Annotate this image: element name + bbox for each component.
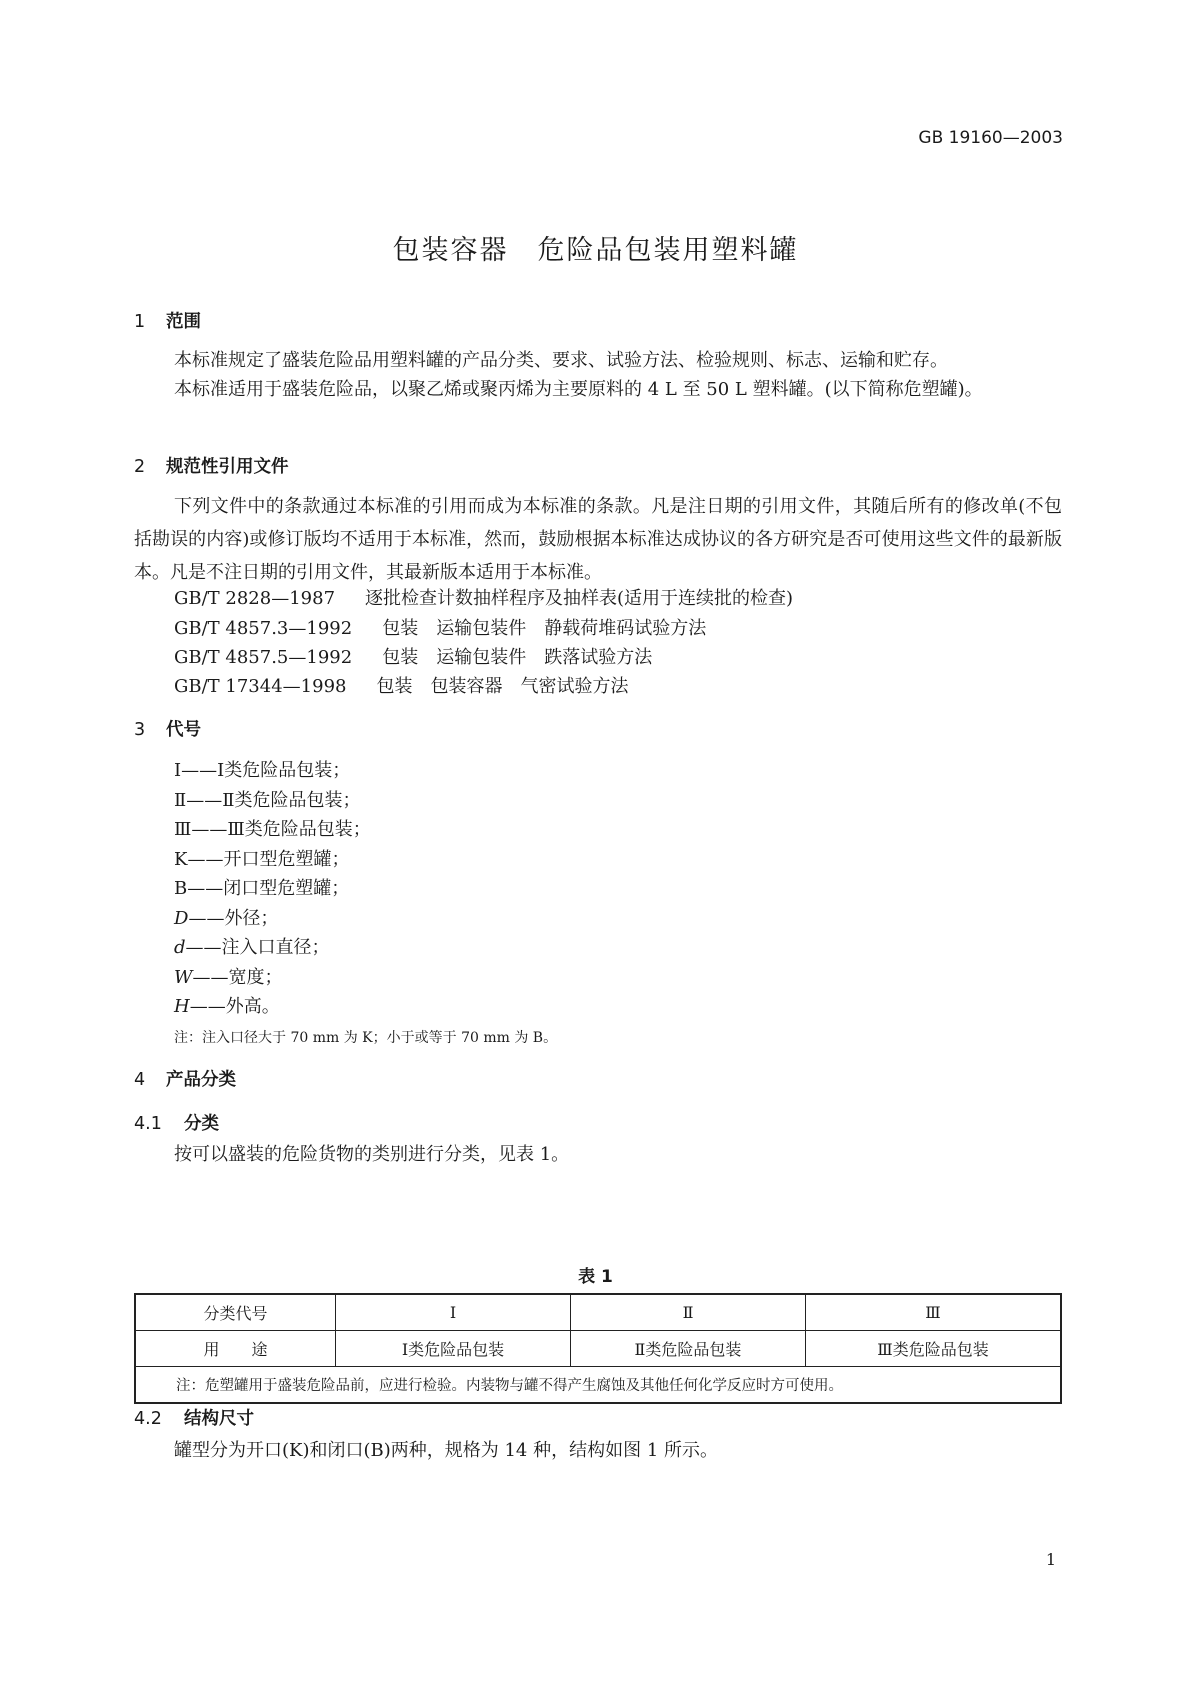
code-definition bbox=[174, 845, 349, 871]
code-description: ——宽度； bbox=[192, 967, 283, 988]
table-cell: Ⅱ bbox=[571, 1294, 806, 1331]
table-cell: 分类代号 bbox=[135, 1294, 336, 1331]
reference-item bbox=[174, 643, 652, 669]
table-note: 注：危塑罐用于盛装危险品前，应进行检验。内装物与罐不得产生腐蚀及其他任何化学反应时方可使用。 bbox=[135, 1367, 1061, 1404]
table-row bbox=[135, 1294, 1061, 1331]
code-symbol: H bbox=[174, 996, 190, 1017]
reference-item bbox=[174, 614, 706, 640]
code-description: ——Ⅰ类危险品包装； bbox=[181, 760, 351, 781]
code-definition bbox=[174, 992, 280, 1018]
section-1-heading bbox=[134, 308, 201, 333]
code-symbol: K bbox=[174, 849, 188, 870]
reference-code: GB/T 4857.3—1992 bbox=[174, 618, 353, 639]
section-number: 4.1 bbox=[134, 1114, 162, 1134]
code-symbol: Ⅰ bbox=[174, 760, 182, 781]
code-description: ——Ⅲ类危险品包装； bbox=[191, 819, 371, 840]
reference-title: 包装 包装容器 气密试验方法 bbox=[376, 676, 629, 697]
document-title: 包装容器 危险品包装用塑料罐 bbox=[392, 235, 799, 266]
code-description: ——开口型危塑罐； bbox=[187, 849, 350, 870]
code-definition bbox=[174, 963, 283, 989]
code-description: ——Ⅱ类危险品包装； bbox=[186, 790, 361, 811]
section-3-heading bbox=[134, 716, 201, 741]
section-2-heading bbox=[134, 453, 289, 478]
reference-title: 包装 运输包装件 静载荷堆码试验方法 bbox=[382, 618, 707, 639]
page-number: 1 bbox=[1045, 1550, 1056, 1569]
section-title: 范围 bbox=[166, 312, 201, 332]
code-note: 注：注入口径大于 70 mm 为 K；小于或等于 70 mm 为 B。 bbox=[174, 1030, 558, 1046]
code-definition bbox=[174, 933, 330, 959]
code-definition bbox=[174, 874, 349, 900]
section-title: 结构尺寸 bbox=[184, 1409, 254, 1429]
section-title: 代号 bbox=[166, 720, 201, 740]
code-symbol: B bbox=[174, 878, 188, 899]
section-number: 2 bbox=[134, 457, 146, 477]
reference-item bbox=[174, 584, 793, 610]
table-cell: Ⅲ bbox=[806, 1294, 1062, 1331]
section-number: 4.2 bbox=[134, 1409, 162, 1429]
table-cell: Ⅰ类危险品包装 bbox=[336, 1331, 571, 1367]
section-4-2-paragraph: 罐型分为开口(K)和闭口(B)两种，规格为 14 种，结构如图 1 所示。 bbox=[174, 1440, 719, 1461]
section-number: 1 bbox=[134, 312, 146, 332]
standard-number: GB 19160—2003 bbox=[918, 128, 1063, 148]
code-description: ——注入口直径； bbox=[185, 937, 330, 958]
table-caption: 表 1 bbox=[578, 1267, 613, 1287]
code-symbol: Ⅲ bbox=[174, 819, 192, 840]
section-number: 4 bbox=[134, 1070, 146, 1090]
table-cell: Ⅱ类危险品包装 bbox=[571, 1331, 806, 1367]
section-1-paragraph-2: 本标准适用于盛装危险品，以聚乙烯或聚丙烯为主要原料的 4 L 至 50 L 塑料罐。(以下简称危塑罐)。 bbox=[174, 379, 983, 400]
table-cell: Ⅲ类危险品包装 bbox=[806, 1331, 1062, 1367]
code-description: ——外径； bbox=[188, 908, 279, 929]
code-description: ——外高。 bbox=[189, 996, 280, 1017]
section-title: 规范性引用文件 bbox=[166, 457, 289, 477]
table-row bbox=[135, 1331, 1061, 1367]
table-cell: 用 途 bbox=[135, 1331, 336, 1367]
section-title: 分类 bbox=[184, 1114, 219, 1134]
code-symbol: D bbox=[174, 908, 189, 929]
reference-item bbox=[174, 672, 628, 698]
code-definition bbox=[174, 815, 371, 841]
code-symbol: W bbox=[174, 967, 193, 988]
code-symbol: Ⅱ bbox=[174, 790, 187, 811]
section-1-paragraph-1: 本标准规定了盛装危险品用塑料罐的产品分类、要求、试验方法、检验规则、标志、运输和贮存。 bbox=[174, 350, 948, 371]
reference-code: GB/T 4857.5—1992 bbox=[174, 647, 353, 668]
reference-title: 逐批检查计数抽样程序及抽样表(适用于连续批的检查) bbox=[365, 588, 794, 609]
section-4-2-heading bbox=[134, 1405, 254, 1430]
section-4-heading bbox=[134, 1066, 236, 1091]
reference-code: GB/T 2828—1987 bbox=[174, 588, 336, 609]
code-description: ——闭口型危塑罐； bbox=[187, 878, 350, 899]
section-4-1-heading bbox=[134, 1110, 219, 1135]
code-symbol: d bbox=[174, 937, 186, 958]
code-definition bbox=[174, 756, 350, 782]
classification-table bbox=[134, 1293, 1062, 1404]
code-definition bbox=[174, 786, 360, 812]
section-2-paragraph: 下列文件中的条款通过本标准的引用而成为本标准的条款。凡是注日期的引用文件，其随后所有的修改单(不包括勘误的内容)或修订版均不适用于本标准，然而，鼓励根据本标准达成协议的各方研究是否可使用这些文件的最新版本。凡是不注日期的引用文件，其最新版本适用于本标准。 bbox=[134, 496, 1062, 583]
code-definition bbox=[174, 904, 278, 930]
reference-code: GB/T 17344—1998 bbox=[174, 676, 347, 697]
section-title: 产品分类 bbox=[166, 1070, 236, 1090]
reference-title: 包装 运输包装件 跌落试验方法 bbox=[382, 647, 653, 668]
table-cell: Ⅰ bbox=[336, 1294, 571, 1331]
table-note-row bbox=[135, 1367, 1061, 1404]
section-4-1-paragraph: 按可以盛装的危险货物的类别进行分类，见表 1。 bbox=[174, 1144, 570, 1165]
section-number: 3 bbox=[134, 720, 146, 740]
